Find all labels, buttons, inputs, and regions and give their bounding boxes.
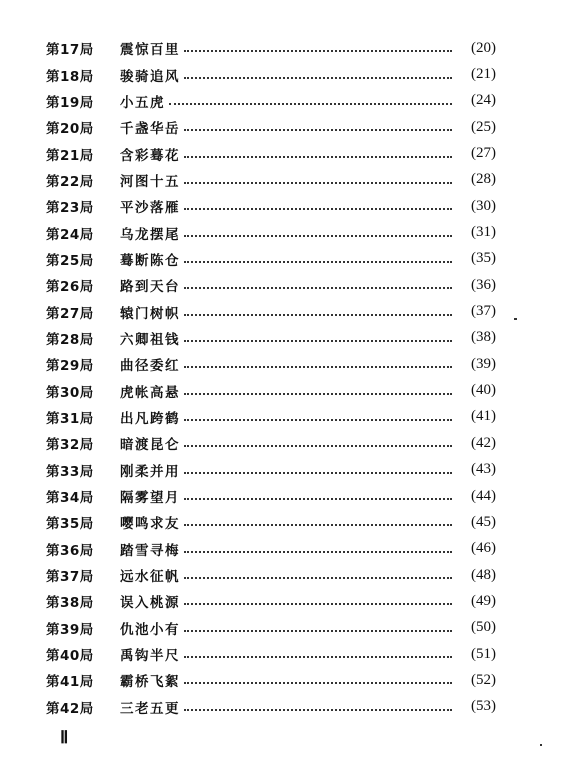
dot-leader — [184, 287, 452, 289]
dot-leader — [184, 50, 452, 52]
page-number: (24) — [471, 92, 496, 109]
dot-leader — [184, 314, 452, 316]
chapter-number: 第41局 — [46, 674, 94, 691]
chapter-title: 六卿祖钱 — [120, 331, 180, 348]
page-number: (21) — [471, 66, 496, 83]
dot-leader — [184, 630, 452, 632]
page-footer-number: Ⅱ — [60, 728, 69, 747]
toc-entry[interactable] — [46, 536, 496, 562]
dot-leader — [184, 682, 452, 684]
chapter-number: 第35局 — [46, 516, 94, 533]
chapter-number: 第17局 — [46, 42, 94, 59]
chapter-title: 震惊百里 — [120, 42, 180, 59]
dot-leader — [184, 156, 452, 158]
chapter-title: 路到天台 — [120, 279, 180, 296]
toc-entry[interactable] — [46, 509, 496, 535]
dot-leader — [184, 129, 452, 131]
page-number: (45) — [471, 513, 496, 530]
chapter-title: 远水征帆 — [120, 569, 180, 586]
chapter-number: 第38局 — [46, 595, 94, 612]
dot-leader — [184, 77, 452, 79]
dot-leader — [184, 445, 452, 447]
chapter-title: 曲径委红 — [120, 358, 180, 375]
dot-leader — [184, 261, 452, 263]
chapter-number: 第29局 — [46, 358, 94, 375]
chapter-number: 第30局 — [46, 384, 94, 401]
page-number: (37) — [471, 303, 496, 320]
toc-entry[interactable] — [46, 430, 496, 456]
chapter-title: 隔雾望月 — [120, 490, 180, 507]
toc-entry[interactable] — [46, 61, 496, 87]
page-number: (42) — [471, 434, 496, 451]
dot-leader — [184, 340, 452, 342]
chapter-number: 第36局 — [46, 542, 94, 559]
chapter-title: 乌龙摆尾 — [120, 226, 180, 243]
toc-entry[interactable] — [46, 457, 496, 483]
chapter-number: 第25局 — [46, 252, 94, 269]
dot-leader — [184, 524, 452, 526]
dot-leader — [184, 577, 452, 579]
toc-entry[interactable] — [46, 562, 496, 588]
page-number: (43) — [471, 461, 496, 478]
page-number: (25) — [471, 118, 496, 135]
toc-entry[interactable] — [46, 404, 496, 430]
page-number: (36) — [471, 276, 496, 293]
chapter-title: 辕门树帜 — [120, 305, 180, 322]
toc-entry[interactable] — [46, 641, 496, 667]
page-number: (27) — [471, 145, 496, 162]
toc-entry[interactable] — [46, 219, 496, 245]
chapter-number: 第34局 — [46, 490, 94, 507]
chapter-number: 第18局 — [46, 68, 94, 85]
chapter-number: 第26局 — [46, 279, 94, 296]
dot-leader — [184, 551, 452, 553]
page-number: (51) — [471, 645, 496, 662]
chapter-title: 仇池小有 — [120, 621, 180, 638]
page-number: (30) — [471, 197, 496, 214]
chapter-number: 第31局 — [46, 410, 94, 427]
toc-entry[interactable] — [46, 298, 496, 324]
chapter-title: 虎帐高悬 — [120, 384, 180, 401]
chapter-title: 平沙落雁 — [120, 200, 180, 217]
page-number: (49) — [471, 592, 496, 609]
chapter-title: 误入桃源 — [120, 595, 180, 612]
chapter-number: 第40局 — [46, 648, 94, 665]
toc-entry[interactable] — [46, 615, 496, 641]
toc-entry[interactable] — [46, 377, 496, 403]
table-of-contents — [46, 35, 496, 720]
dot-leader — [184, 235, 452, 237]
chapter-number: 第28局 — [46, 331, 94, 348]
toc-entry[interactable] — [46, 114, 496, 140]
dot-leader — [184, 603, 452, 605]
page-number: (53) — [471, 698, 496, 715]
toc-entry[interactable] — [46, 35, 496, 61]
page-number: (31) — [471, 224, 496, 241]
dot-leader — [184, 366, 452, 368]
page-number: (46) — [471, 540, 496, 557]
page-number: (39) — [471, 355, 496, 372]
chapter-title: 嘤鸣求友 — [120, 516, 180, 533]
chapter-title: 霸桥飞絮 — [120, 674, 180, 691]
chapter-title: 千盏华岳 — [120, 121, 180, 138]
chapter-number: 第42局 — [46, 700, 94, 717]
chapter-title: 禹钩半尺 — [120, 648, 180, 665]
page-number: (40) — [471, 382, 496, 399]
chapter-title: 含彩蓦花 — [120, 147, 180, 164]
page-number: (20) — [471, 39, 496, 56]
toc-entry[interactable] — [46, 483, 496, 509]
chapter-number: 第27局 — [46, 305, 94, 322]
dot-leader — [184, 656, 452, 658]
page-number: (50) — [471, 619, 496, 636]
toc-entry[interactable] — [46, 694, 496, 720]
chapter-title: 河图十五 — [120, 173, 180, 190]
toc-entry[interactable] — [46, 272, 496, 298]
toc-entry[interactable] — [46, 88, 496, 114]
page-number: (48) — [471, 566, 496, 583]
dot-leader — [184, 709, 452, 711]
chapter-title: 小五虎 — [120, 94, 165, 111]
toc-entry[interactable] — [46, 167, 496, 193]
chapter-number: 第20局 — [46, 121, 94, 138]
toc-entry[interactable] — [46, 246, 496, 272]
chapter-number: 第32局 — [46, 437, 94, 454]
page-number: (38) — [471, 329, 496, 346]
chapter-title: 暗渡昆仑 — [120, 437, 180, 454]
scan-speck — [540, 744, 542, 746]
chapter-number: 第19局 — [46, 94, 94, 111]
toc-entry[interactable] — [46, 351, 496, 377]
dot-leader — [184, 419, 452, 421]
chapter-number: 第24局 — [46, 226, 94, 243]
dot-leader — [184, 208, 452, 210]
page-number: (41) — [471, 408, 496, 425]
dot-leader — [169, 103, 452, 105]
chapter-title: 刚柔并用 — [120, 463, 180, 480]
chapter-title: 三老五更 — [120, 700, 180, 717]
scan-speck — [514, 318, 517, 320]
dot-leader — [184, 182, 452, 184]
toc-entry[interactable] — [46, 325, 496, 351]
toc-entry[interactable] — [46, 193, 496, 219]
chapter-title: 踏雪寻梅 — [120, 542, 180, 559]
dot-leader — [184, 472, 452, 474]
chapter-number: 第22局 — [46, 173, 94, 190]
page-number: (35) — [471, 250, 496, 267]
chapter-title: 骏骑追风 — [120, 68, 180, 85]
toc-entry[interactable] — [46, 140, 496, 166]
toc-entry[interactable] — [46, 588, 496, 614]
dot-leader — [184, 498, 452, 500]
chapter-number: 第33局 — [46, 463, 94, 480]
chapter-number: 第37局 — [46, 569, 94, 586]
page-number: (44) — [471, 487, 496, 504]
page-number: (52) — [471, 671, 496, 688]
page-number: (28) — [471, 171, 496, 188]
dot-leader — [184, 393, 452, 395]
chapter-number: 第39局 — [46, 621, 94, 638]
toc-entry[interactable] — [46, 667, 496, 693]
chapter-title: 蓦断陈仓 — [120, 252, 180, 269]
chapter-number: 第23局 — [46, 200, 94, 217]
chapter-title: 出凡跨鹤 — [120, 410, 180, 427]
chapter-number: 第21局 — [46, 147, 94, 164]
